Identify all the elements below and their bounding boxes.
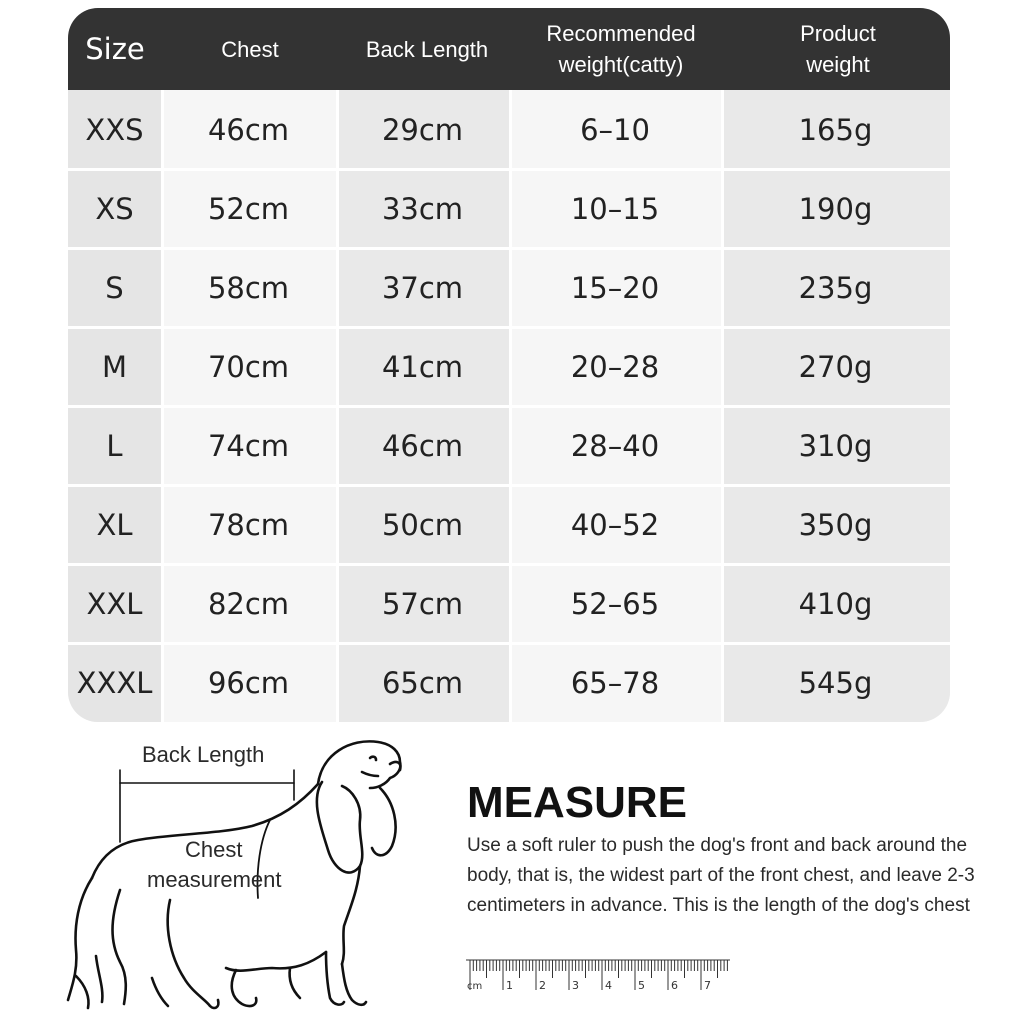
cell-product-weight: 165g bbox=[721, 90, 950, 169]
cell-product-weight: 545g bbox=[721, 643, 950, 722]
cell-product-weight: 350g bbox=[721, 485, 950, 564]
ruler-number: 7 bbox=[704, 979, 711, 992]
column-divider bbox=[509, 90, 512, 722]
cell-back-length: 29cm bbox=[336, 90, 509, 169]
cell-back-length: 65cm bbox=[336, 643, 509, 722]
cell-back-length: 41cm bbox=[336, 327, 509, 406]
header-product-line1: Product bbox=[800, 21, 876, 46]
size-chart-table bbox=[68, 8, 950, 722]
cell-recommended-weight: 28–40 bbox=[509, 406, 721, 485]
back-length-label: Back Length bbox=[142, 742, 265, 767]
cell-product-weight: 235g bbox=[721, 248, 950, 327]
header-recommended-line1: Recommended bbox=[546, 21, 696, 46]
header-size: Size bbox=[85, 31, 145, 66]
cell-size: L bbox=[68, 406, 161, 485]
ruler-unit-label: cm bbox=[467, 981, 483, 992]
ruler-number: 3 bbox=[572, 979, 579, 992]
cell-size: XXL bbox=[68, 564, 161, 643]
column-divider bbox=[161, 90, 164, 722]
cell-chest: 78cm bbox=[161, 485, 336, 564]
cell-chest: 96cm bbox=[161, 643, 336, 722]
cell-chest: 52cm bbox=[161, 169, 336, 248]
cell-size: XXS bbox=[68, 90, 161, 169]
ruler-number: 4 bbox=[605, 979, 612, 992]
cell-product-weight: 410g bbox=[721, 564, 950, 643]
ruler-number: 2 bbox=[539, 979, 546, 992]
chest-measurement-label: measurement bbox=[147, 867, 282, 892]
chest-label: Chest bbox=[185, 837, 243, 862]
cell-product-weight: 270g bbox=[721, 327, 950, 406]
cell-chest: 82cm bbox=[161, 564, 336, 643]
cell-recommended-weight: 10–15 bbox=[509, 169, 721, 248]
cell-back-length: 37cm bbox=[336, 248, 509, 327]
ruler-icon bbox=[462, 958, 734, 998]
cell-recommended-weight: 6–10 bbox=[509, 90, 721, 169]
cell-back-length: 57cm bbox=[336, 564, 509, 643]
cell-product-weight: 190g bbox=[721, 169, 950, 248]
cell-size: M bbox=[68, 327, 161, 406]
cell-size: XL bbox=[68, 485, 161, 564]
cell-back-length: 46cm bbox=[336, 406, 509, 485]
header-product-weight bbox=[726, 8, 950, 90]
cell-chest: 70cm bbox=[161, 327, 336, 406]
cell-chest: 74cm bbox=[161, 406, 336, 485]
cell-recommended-weight: 15–20 bbox=[509, 248, 721, 327]
ruler-number: 5 bbox=[638, 979, 645, 992]
measure-instructions: Use a soft ruler to push the dog's front and back around the body, that is, the widest part of the front chest, and leave 2-3 centimeters in advance. This is the length of the dog's chest bbox=[467, 835, 975, 916]
cell-size: S bbox=[68, 248, 161, 327]
cell-recommended-weight: 40–52 bbox=[509, 485, 721, 564]
dog-measurement-diagram bbox=[60, 730, 450, 1020]
table-header bbox=[68, 8, 950, 90]
cell-recommended-weight: 65–78 bbox=[509, 643, 721, 722]
header-back-length: Back Length bbox=[365, 36, 489, 62]
measure-title: MEASURE bbox=[467, 778, 688, 827]
cell-product-weight: 310g bbox=[721, 406, 950, 485]
cell-chest: 46cm bbox=[161, 90, 336, 169]
ruler-number: 6 bbox=[671, 979, 678, 992]
cell-size: XS bbox=[68, 169, 161, 248]
cell-recommended-weight: 20–28 bbox=[509, 327, 721, 406]
header-chest: Chest bbox=[221, 36, 279, 62]
cell-back-length: 50cm bbox=[336, 485, 509, 564]
cell-recommended-weight: 52–65 bbox=[509, 564, 721, 643]
cell-chest: 58cm bbox=[161, 248, 336, 327]
header-product-line2: weight bbox=[806, 52, 870, 77]
column-divider bbox=[721, 90, 724, 722]
header-recommended-weight bbox=[516, 8, 726, 90]
header-recommended-line2: weight(catty) bbox=[558, 52, 684, 77]
cell-size: XXXL bbox=[68, 643, 161, 722]
ruler-number: 1 bbox=[506, 979, 513, 992]
cell-back-length: 33cm bbox=[336, 169, 509, 248]
column-divider bbox=[336, 90, 339, 722]
